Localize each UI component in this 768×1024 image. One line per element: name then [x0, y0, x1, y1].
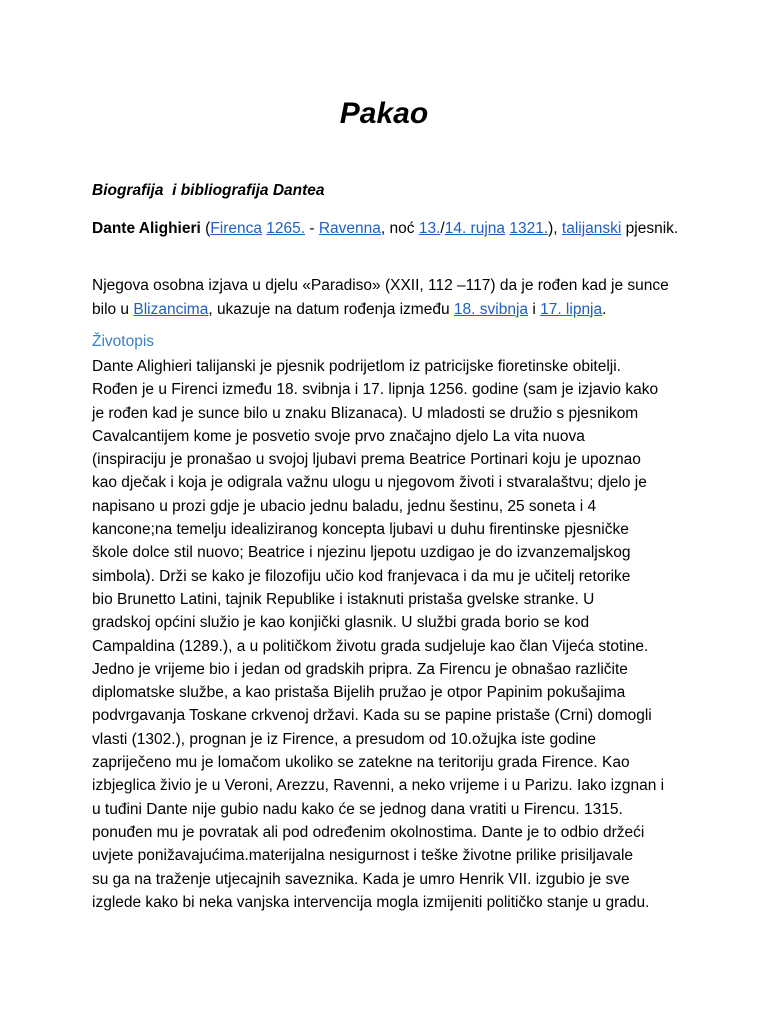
body-line: podvrgavanja Toskane crkvenoj državi. Kada su se papine pristaše (Crni) domogli — [92, 707, 652, 725]
subtitle: Biografija i bibliografija Dantea — [92, 182, 325, 199]
zodiac-text: , ukazuje na datum rođenja između — [208, 300, 454, 318]
link-1321[interactable]: 1321. — [509, 220, 549, 237]
link-17-lipnja[interactable]: 17. lipnja — [540, 300, 603, 318]
biography-body — [92, 355, 692, 914]
body-line: kancone;na temelju idealiziranog koncepta ljubavi u duhu firentinske pjesničke — [92, 521, 629, 539]
body-line: napisano u prozi gdje je ubacio jednu baladu, jednu šestinu, 25 soneta i 4 — [92, 497, 597, 515]
body-line: gradskoj općini služio je kao konjički glasnik. U službi grada borio se kod — [92, 614, 590, 632]
page-title: Pakao — [339, 97, 429, 130]
body-line: (inspiraciju je pronašao u svojoj ljubavi prema Beatrice Portinari koju je upoznao — [92, 451, 641, 469]
body-line: Campaldina (1289.), a u političkom životu grada sudjeluje kao član Vijeća stotine. — [92, 637, 649, 655]
body-line: ponuđen mu je povratak ali pod određenim okolnostima. Dante je to odbio držeći — [92, 823, 645, 841]
body-line: kao dječak i koja je odigrala važnu ulogu u njegovom životi i stvaralaštvu; djelo je — [92, 474, 647, 492]
link-1265[interactable]: 1265. — [266, 220, 306, 237]
body-line: izbjeglica živio je u Veroni, Arezzu, Ravenni, a neko vrijeme i u Parizu. Iako izgnan i — [92, 777, 665, 795]
body-line: diplomatske službe, a kao pristaša Bijelih pružao je otpor Papinim pokušajima — [92, 684, 626, 702]
zodiac-paragraph — [92, 274, 692, 321]
zodiac-text: . — [602, 300, 607, 318]
body-line: bio Brunetto Latini, tajnik Republike i istaknuti pristaša gvelske stranke. U — [92, 590, 595, 608]
zodiac-text: Njegova osobna izjava u djelu «Paradiso» (XXII, 112 –117) da je rođen kad je sunce bilo u — [92, 277, 669, 318]
intro-paragraph — [92, 217, 692, 241]
link-18-svibnja[interactable]: 18. svibnja — [453, 300, 529, 318]
intro-text: - — [305, 220, 319, 237]
section-heading: Životopis — [92, 333, 155, 350]
link-14-rujna[interactable]: 14. rujna — [444, 220, 506, 237]
intro-text: ), — [548, 220, 562, 237]
link-13[interactable]: 13. — [418, 220, 441, 237]
zodiac-text: i — [528, 300, 541, 318]
body-line: su ga na traženje utjecajnih saveznika. Kada je umro Henrik VII. izgubio je sve — [92, 870, 630, 888]
body-line: škole dolce stil nuovo; Beatrice i njezinu ljepotu uzdigao je do izvanzemaljskog — [92, 544, 631, 562]
body-line: simbola). Drži se kako je filozofiju učio kod franjevaca i da mu je učitelj retorike — [92, 567, 631, 585]
body-line: Rođen je u Firenci između 18. svibnja i 17. lipnja 1256. godine (sam je izjavio kako — [92, 381, 659, 399]
intro-text: pjesnik. — [621, 220, 679, 237]
body-line: Cavalcantijem kome je posvetio svoje prvo značajno djelo La vita nuova — [92, 427, 585, 445]
body-line: zapriječeno mu je lomačom ukoliko se zatekne na teritoriju grada Firence. Kao — [92, 754, 630, 772]
author-name: Dante Alighieri — [92, 220, 201, 237]
body-line: je rođen kad je sunce bilo u znaku Blizanaca). U mladosti se družio s pjesnikom — [92, 404, 639, 422]
link-ravenna[interactable]: Ravenna — [318, 220, 381, 237]
intro-text: , noć — [380, 220, 419, 237]
body-line: vlasti (1302.), prognan je iz Firence, a presudom od 10.ožujka iste godine — [92, 730, 597, 748]
body-line: uvjete ponižavajućima.materijalna nesigurnost i teške životne prilike prisiljavale — [92, 847, 634, 865]
body-line: Dante Alighieri talijanski je pjesnik podrijetlom iz patricijske fioretinske obitelji. — [92, 358, 621, 375]
link-blizancima[interactable]: Blizancima — [133, 300, 209, 318]
intro-text: / — [440, 220, 445, 237]
link-firenca[interactable]: Firenca — [210, 220, 262, 237]
body-line: Jedno je vrijeme bio i jedan od gradskih pripra. Za Firencu je obnašao različite — [92, 660, 628, 678]
link-talijanski[interactable]: talijanski — [561, 220, 622, 237]
intro-text: ( — [200, 220, 211, 237]
body-line: izglede kako bi neka vanjska intervencija mogla izmijeniti političko stanje u gradu. — [92, 893, 650, 911]
body-line: u tuđini Dante nije gubio nadu kako će se jednog dana vratiti u Firencu. 1315. — [92, 800, 623, 818]
